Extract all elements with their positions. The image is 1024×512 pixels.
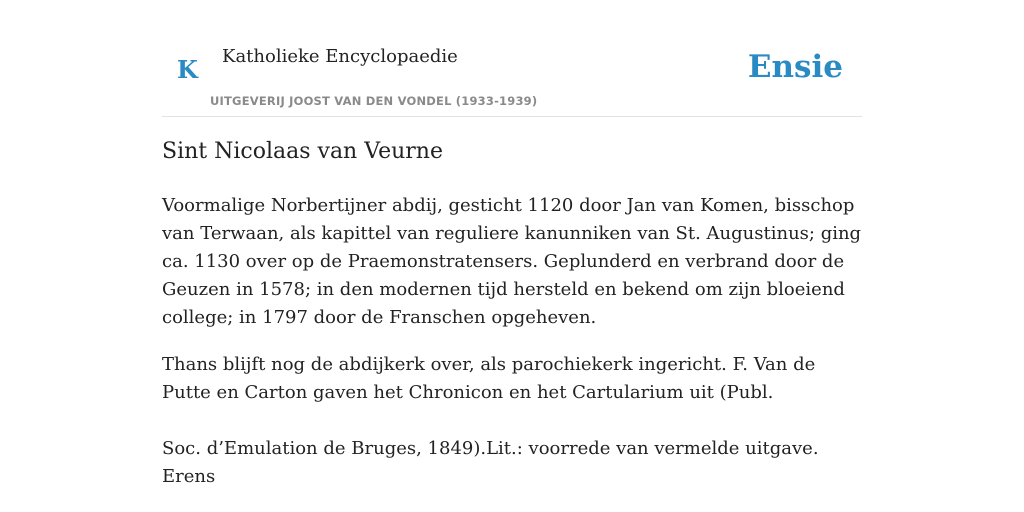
article-paragraph: Voormalige Norbertijner abdij, gesticht 1120 door Jan van Komen, bisschop van Terwaan, als kapittel van reguliere kanunniken van St. Augustinus; ging ca. 1130 over op de Praemonstratensers. Geplunderd en verbrand door de Geuzen in 1578; in den modernen tijd hersteld en bekend om zijn bloeiend college; in 1797 door de Franschen opgeheven. bbox=[162, 195, 862, 328]
ensie-brand-logo[interactable]: Ensie bbox=[747, 49, 843, 85]
article-paragraph: Thans blijft nog de abdijkerk over, als parochiekerk ingericht. F. Van de Putte en Carton gaven het Chronicon en het Cartularium uit (Publ. bbox=[162, 354, 816, 403]
article-title: Sint Nicolaas van Veurne bbox=[162, 139, 443, 164]
site-title[interactable]: Katholieke Encyclopaedie bbox=[222, 46, 458, 67]
site-logo[interactable]: K bbox=[177, 55, 198, 84]
publisher-subtitle: UITGEVERIJ JOOST VAN DEN VONDEL (1933-1939) bbox=[210, 94, 538, 108]
site-header bbox=[162, 40, 862, 117]
article-paragraph: Soc. d’Emulation de Bruges, 1849).Lit.: voorrede van vermelde uitgave. Erens bbox=[162, 438, 819, 487]
